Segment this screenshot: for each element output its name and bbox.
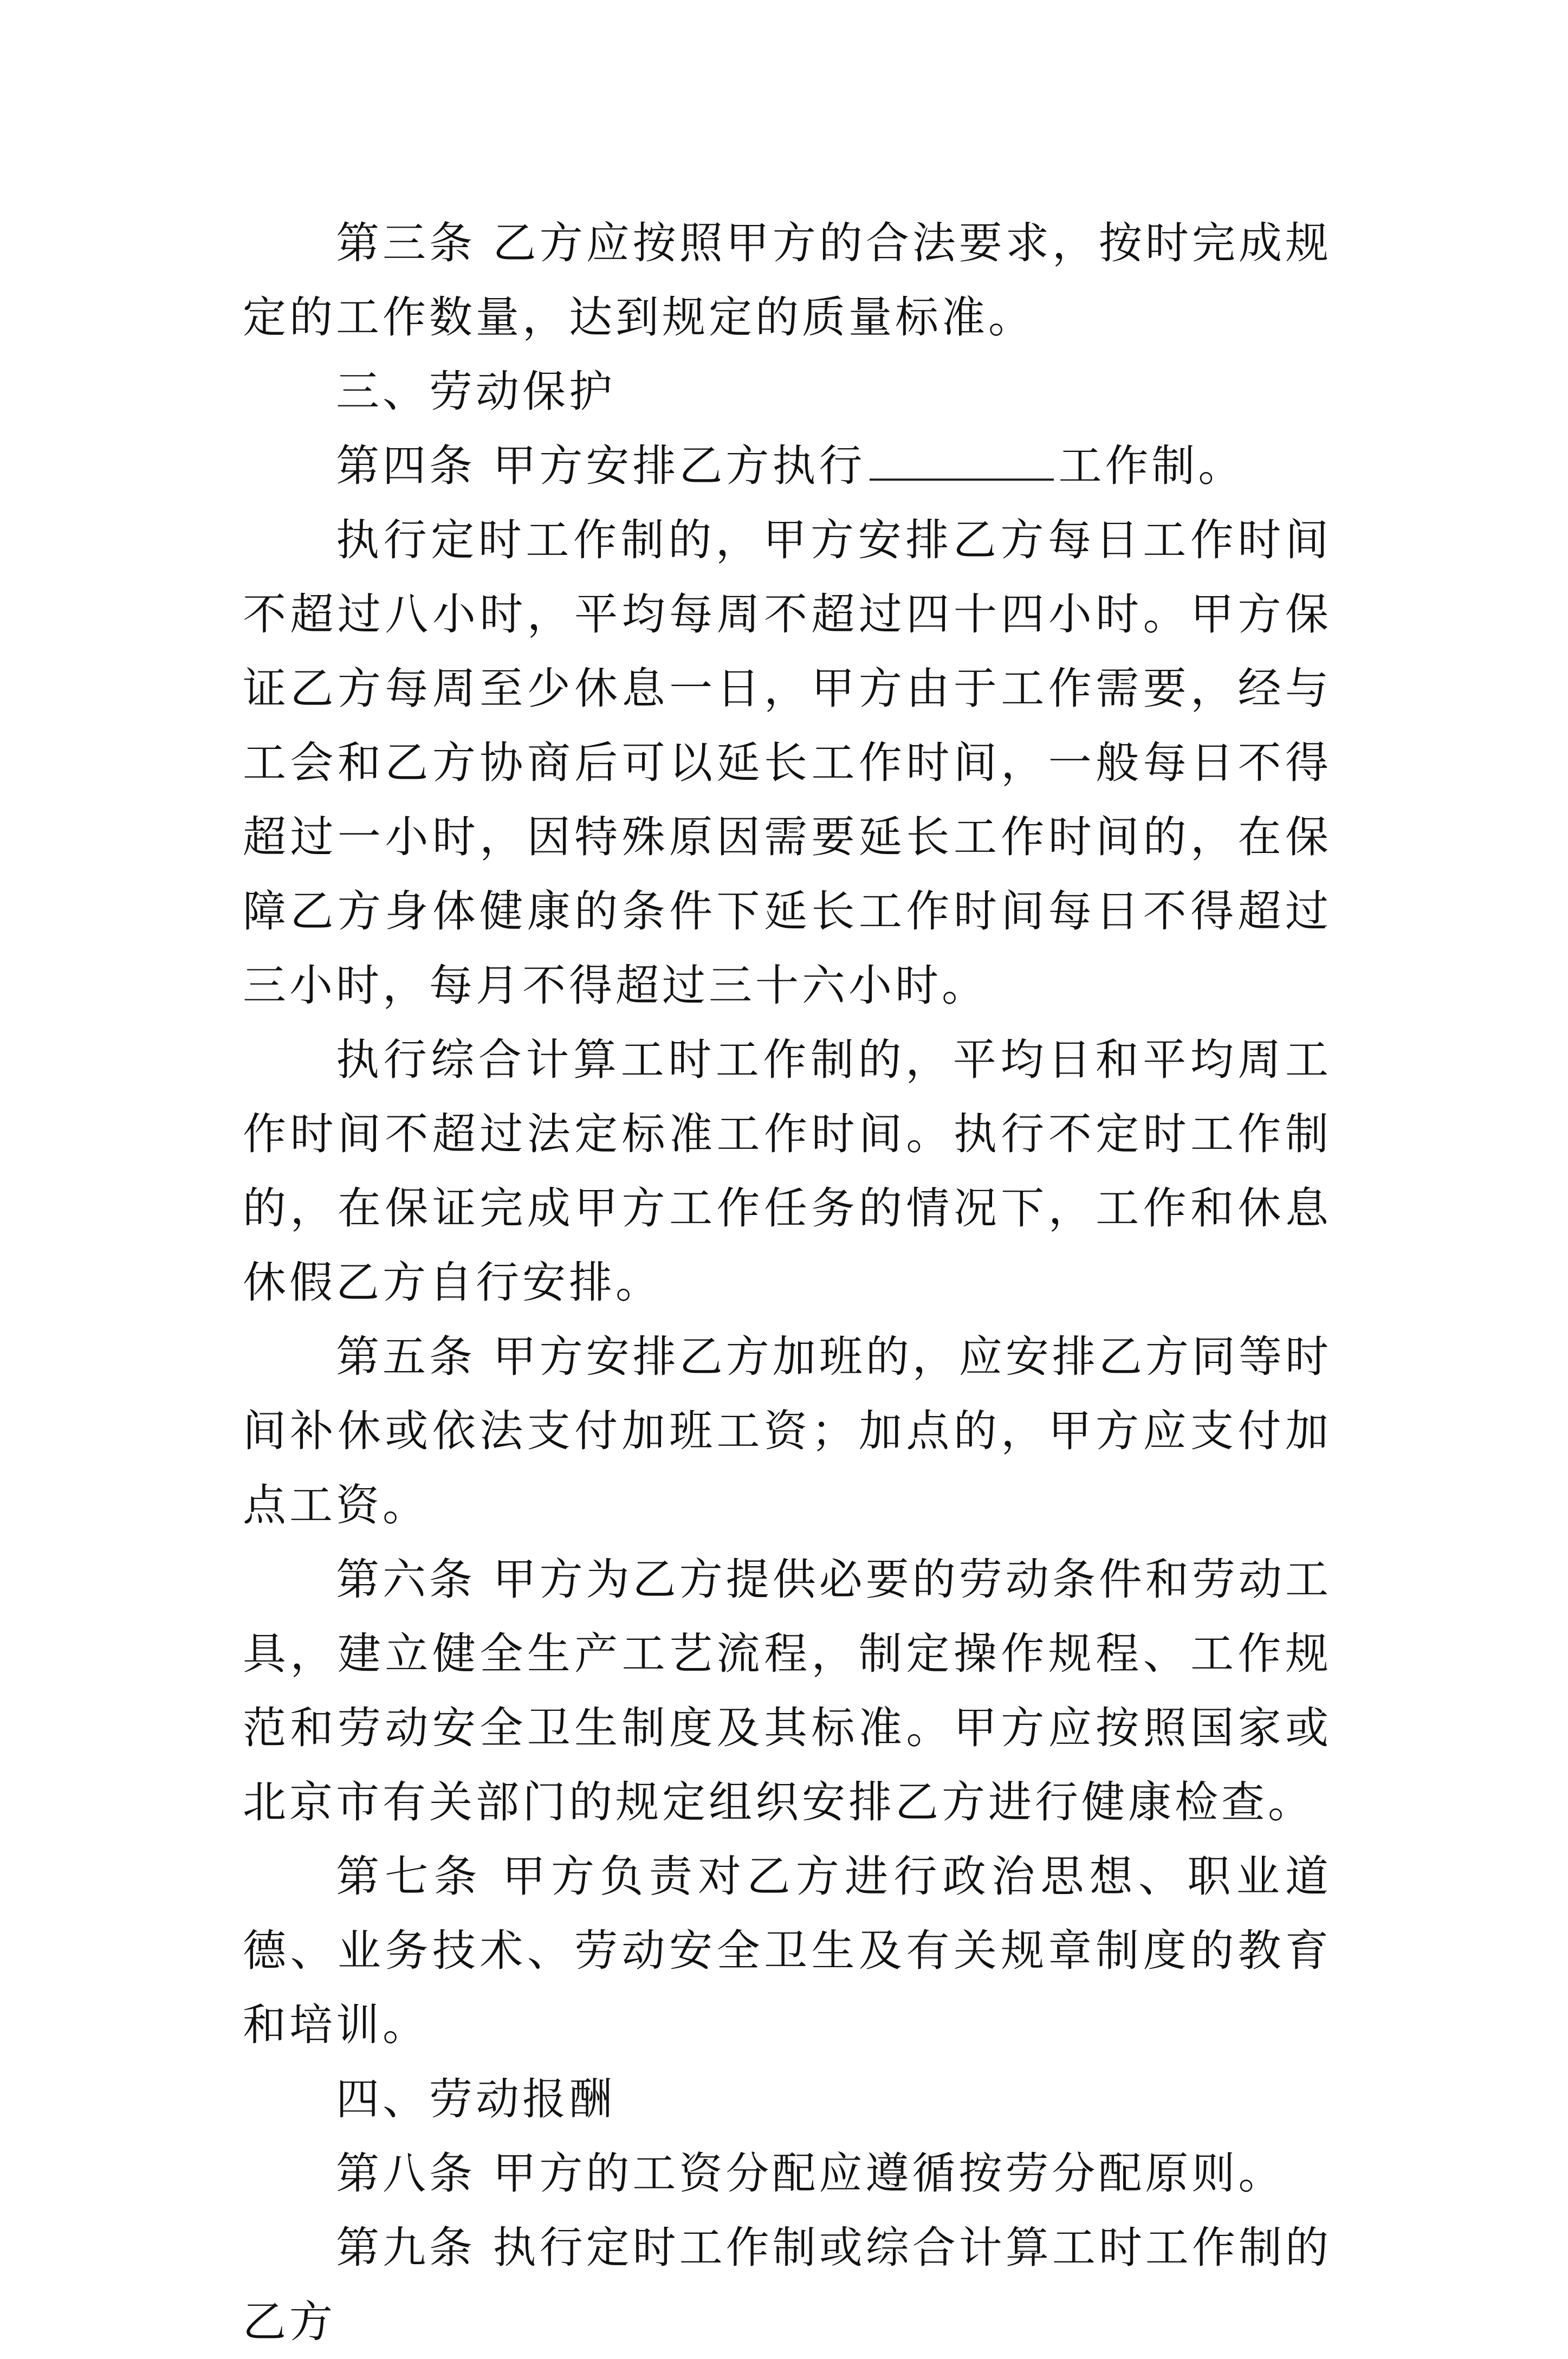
section-4-heading: 四、劳动报酬 [336, 2074, 615, 2124]
article-5: 第五条 甲方安排乙方加班的，应安排乙方同等时间补休或依法支付加班工资；加点的，甲方应支付加点工资。 [243, 1332, 1332, 1530]
article-6: 第六条 甲方为乙方提供必要的劳动条件和劳动工具，建立健全生产工艺流程，制定操作规程、工作规范和劳动安全卫生制度及其标准。甲方应按照国家或北京市有关部门的规定组织安排乙方进行健康检查。 [243, 1554, 1332, 1827]
paragraph-comprehensive-hours: 执行综合计算工时工作制的，平均日和平均周工作时间不超过法定标准工作时间。执行不定时工作制的，在保证完成甲方工作任务的情况下，工作和休息休假乙方自行安排。 [243, 1035, 1332, 1308]
document-body [243, 206, 1332, 2359]
article-4 [243, 429, 1332, 503]
article-3: 第三条 乙方应按照甲方的合法要求，按时完成规定的工作数量，达到规定的质量标准。 [243, 218, 1332, 342]
article-4-text-before: 第四条 甲方安排乙方执行 [336, 441, 866, 491]
article-8: 第八条 甲方的工资分配应遵循按劳分配原则。 [336, 2148, 1285, 2199]
article-9: 第九条 执行定时工作制或综合计算工时工作制的乙方 [243, 2222, 1332, 2347]
article-4-text-after: 工作制。 [1058, 441, 1245, 491]
work-system-blank-field [870, 438, 1054, 481]
article-7: 第七条 甲方负责对乙方进行政治思想、职业道德、业务技术、劳动安全卫生及有关规章制度的教育和培训。 [243, 1851, 1332, 2050]
paragraph-fixed-hours: 执行定时工作制的，甲方安排乙方每日工作时间不超过八小时，平均每周不超过四十四小时。甲方保证乙方每周至少休息一日，甲方由于工作需要，经与工会和乙方协商后可以延长工作时间，一般每日不得超过一小时，因特殊原因需要延长工作时间的，在保障乙方身体健康的条件下延长工作时间每日不得超过三小时，每月不得超过三十六小时。 [243, 515, 1332, 1011]
section-3-heading: 三、劳动保护 [336, 366, 615, 417]
